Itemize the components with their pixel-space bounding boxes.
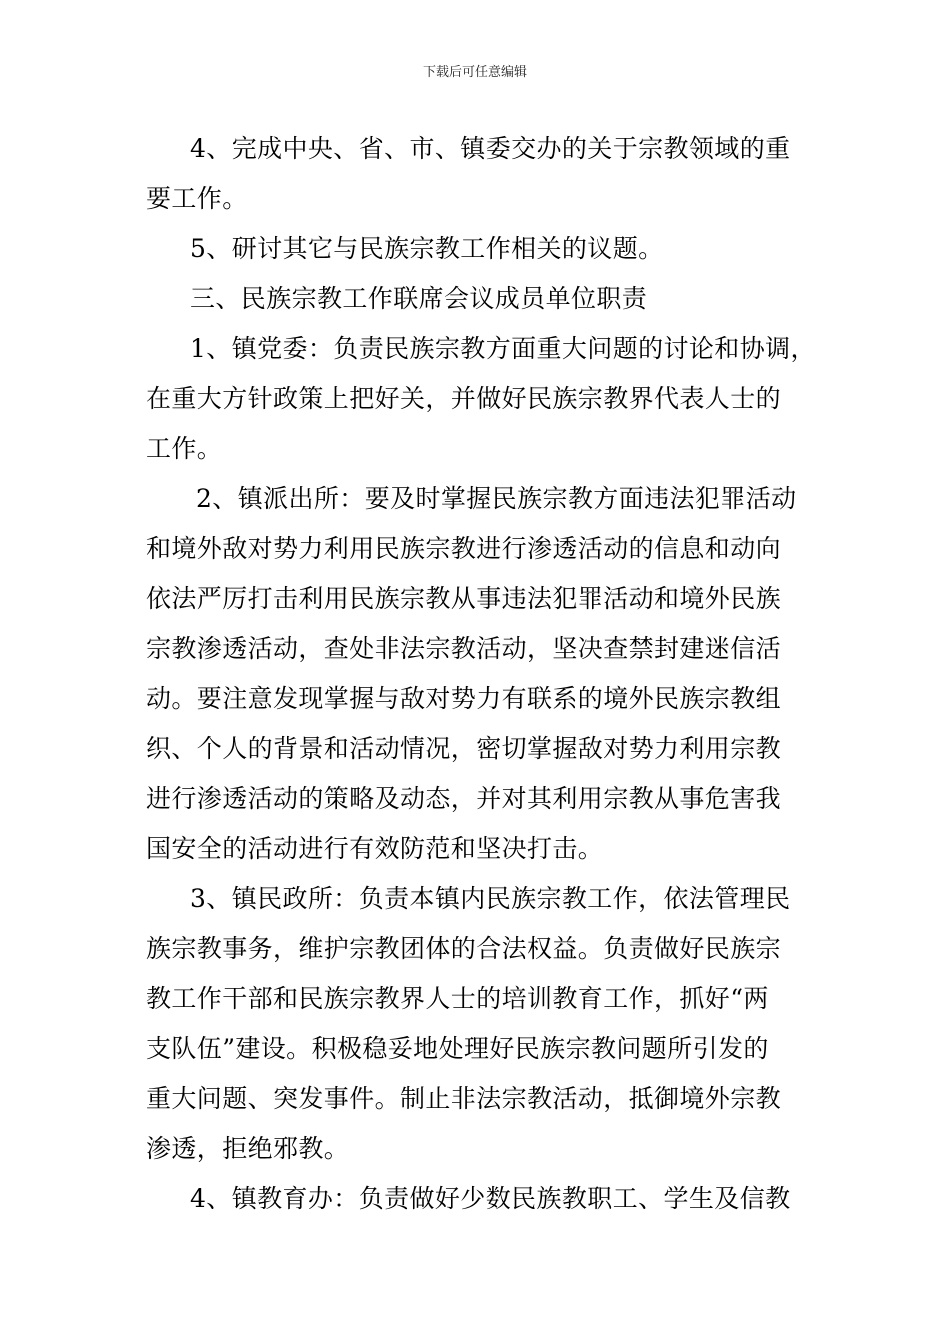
text-line: 支队伍”建设。积极稳妥地处理好民族宗教问题所引发的 <box>146 1034 769 1063</box>
document-body <box>146 124 816 1224</box>
text-line: 3、镇民政所：负责本镇内民族宗教工作，依法管理民 <box>190 884 791 913</box>
text-line: 织、个人的背景和活动情况，密切掌握敌对势力利用宗教 <box>146 734 782 763</box>
text-line: 族宗教事务，维护宗教团体的合法权益。负责做好民族宗 <box>146 934 782 963</box>
text-line: 依法严厉打击利用民族宗教从事违法犯罪活动和境外民族 <box>146 584 782 613</box>
text-line: 重大问题、突发事件。制止非法宗教活动，抵御境外宗教 <box>146 1084 782 1113</box>
text-line: 教工作干部和民族宗教界人士的培训教育工作，抓好“两 <box>146 984 769 1013</box>
text-line: 和境外敌对势力利用民族宗教进行渗透活动的信息和动向 <box>146 534 782 563</box>
text-line: 1、镇党委：负责民族宗教方面重大问题的讨论和协调， <box>190 334 816 363</box>
text-line: 工作。 <box>146 434 223 463</box>
text-line: 5、研讨其它与民族宗教工作相关的议题。 <box>190 234 664 263</box>
page-header: 下载后可任意编辑 <box>422 65 527 80</box>
text-line: 4、完成中央、省、市、镇委交办的关于宗教领域的重 <box>190 134 791 163</box>
text-line: 4、镇教育办：负责做好少数民族教职工、学生及信教 <box>190 1184 791 1213</box>
text-line: 渗透，拒绝邪教。 <box>146 1134 350 1163</box>
text-line: 国安全的活动进行有效防范和坚决打击。 <box>146 834 604 863</box>
section-heading: 三、民族宗教工作联席会议成员单位职责 <box>190 284 648 313</box>
text-line: 动。要注意发现掌握与敌对势力有联系的境外民族宗教组 <box>146 684 782 713</box>
text-line: 要工作。 <box>146 184 248 213</box>
text-line: 2、镇派出所：要及时掌握民族宗教方面违法犯罪活动 <box>196 484 797 513</box>
text-line: 在重大方针政策上把好关，并做好民族宗教界代表人士的 <box>146 384 782 413</box>
text-line: 进行渗透活动的策略及动态，并对其利用宗教从事危害我 <box>146 784 782 813</box>
text-line: 宗教渗透活动，查处非法宗教活动，坚决查禁封建迷信活 <box>146 634 782 663</box>
